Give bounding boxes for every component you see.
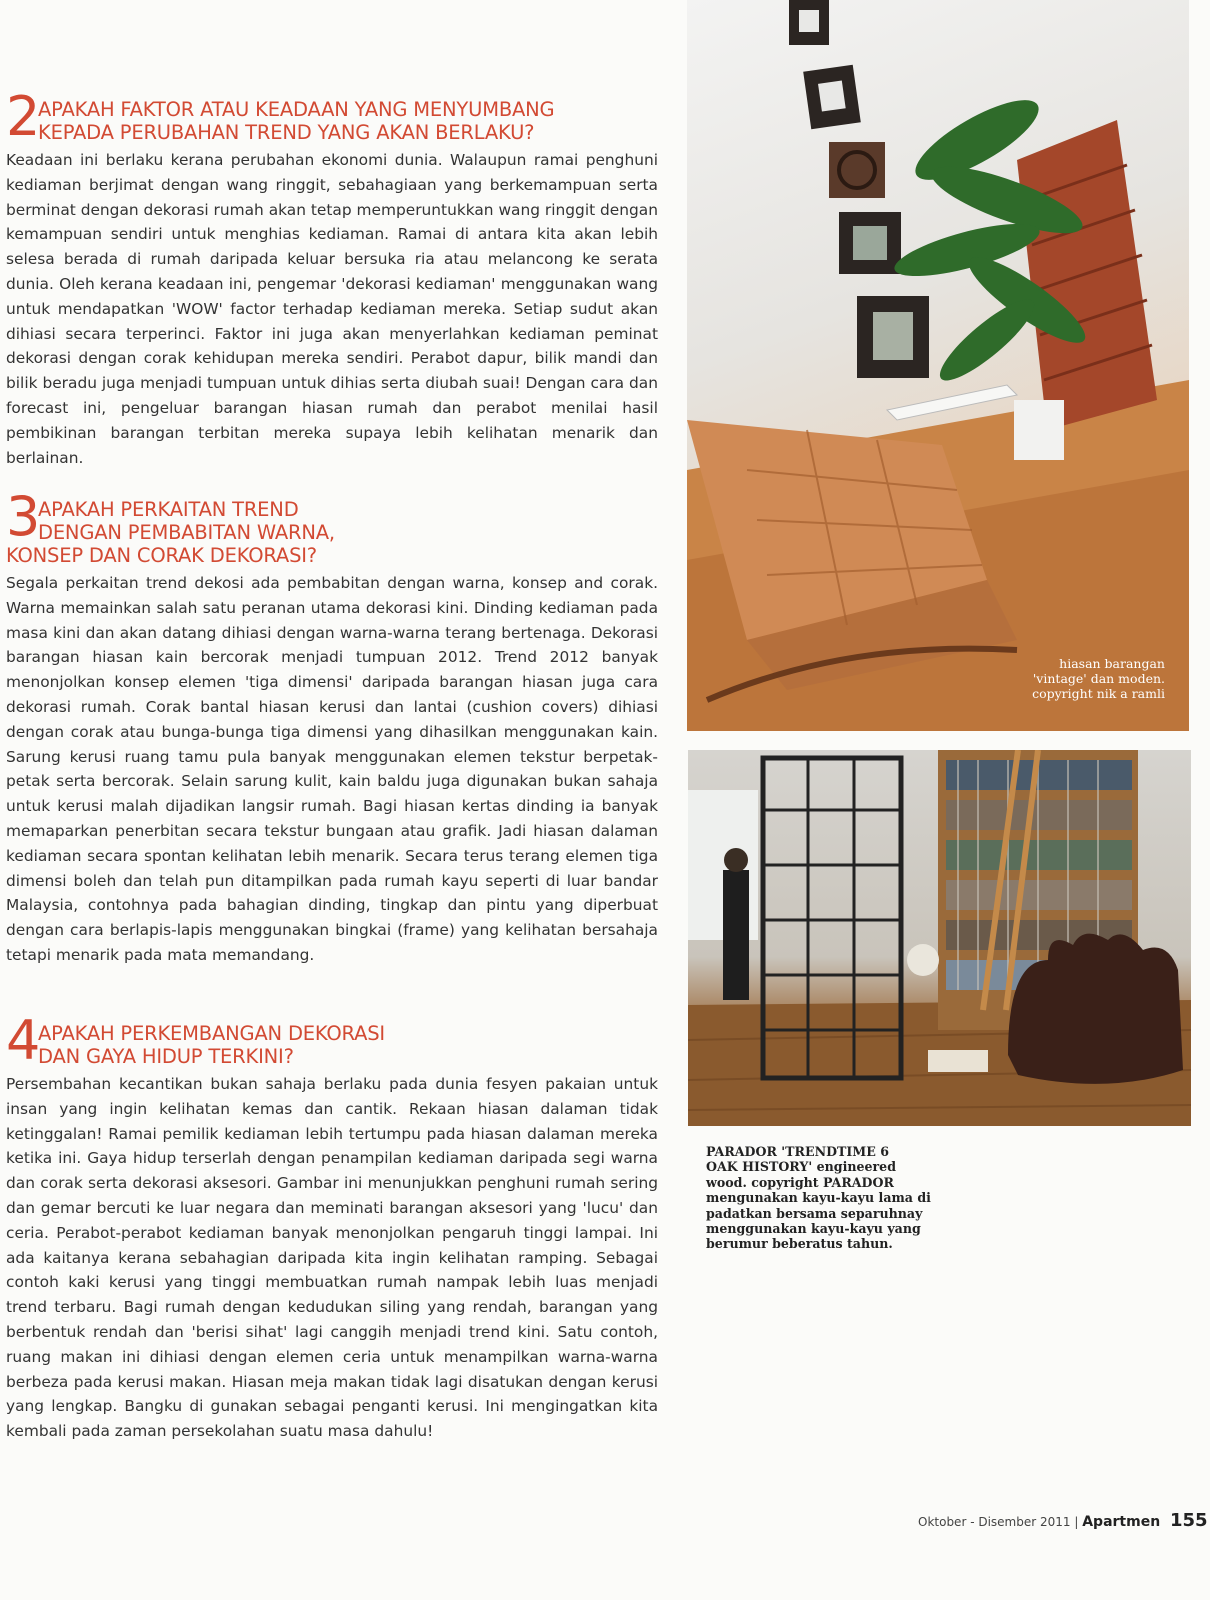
caption-line: hiasan barangan [1059, 656, 1165, 671]
section-2-body: Keadaan ini berlaku kerana perubahan ekonomi dunia. Walaupun ramai penghuni kediaman berjimat dengan wang ringgit, sebahagiaan yang berkemampuan serta berminat dengan dekorasi rumah akan tetap memperuntukkan wang ringgit dengan kemampuan sendiri untuk menghias kediaman. Ramai di antara kita akan lebih selesa berada di rumah daripada keluar bersuka ria atau melancong ke serata dunia. Oleh kerana keadaan ini, pengemar 'dekorasi kediaman' menggunakan wang untuk mendapatkan 'WOW' factor terhadap kediaman mereka. Setiap sudut akan dihiasi secara terperinci. Faktor ini juga akan menyerlahkan kediaman peminat dekorasi dengan corak kehidupan mereka sendiri. Perabot dapur, bilik mandi dan bilik beradu juga menjadi tumpuan untuk dihias serta diubah suai! Dengan cara dan forecast ini, pengeluar barangan hiasan rumah dan perabot menilai hasil pembikinan barangan terbitan mereka supaya lebih kelihatan menarik dan berlainan. [6, 151, 658, 467]
heading-line: KEPADA PERUBAHAN TREND YANG AKAN BERLAKU? [38, 121, 535, 144]
section-3-body: Segala perkaitan trend dekosi ada pembabitan dengan warna, konsep and corak. Warna memainkan salah satu peranan utama dekorasi kini. Dinding kediaman pada masa kini dan akan datang dihiasi dengan warna-warna terang bertenaga. Dekorasi barangan hiasan kain bercorak menjadi tumpuan 2012. Trend 2012 banyak menonjolkan konsep elemen 'tiga dimensi' daripada barangan hiasan juga cara dekorasi rumah. Corak bantal hiasan kerusi dan lantai (cushion covers) dihiasi dengan corak atau bunga-bunga tiga dimensi yang dihasilkan menggunakan kain. Sarung kerusi ruang tamu pula banyak menggunakan elemen tekstur berpetak-petak serta bercorak. Selain sarung kulit, kain baldu juga digunakan bukan sahaja untuk kerusi malah dijadikan langsir rumah. Bagi hiasan kertas dinding ia banyak memaparkan penerbitan secara tekstur bungaan atau grafik. Jadi hiasan dalaman kediaman secara spontan kelihatan lebih menarik. Secara terus terang elemen tiga dimensi boleh dan telah pun ditampilkan pada rumah kayu seperti di luar bandar Malaysia, contohnya pada bahagian dinding, tingkap dan pintu yang diperbuat dengan cara berlapis-lapis menggunakan bingkai (frame) yang kelihatan bersahaja tetapi menarik pada mata memandang. [6, 574, 658, 964]
caption-line: mengunakan kayu-kayu lama di [706, 1190, 931, 1206]
caption-line: copyright nik a ramli [1032, 686, 1165, 701]
magazine-brand: Apartmen [1082, 1514, 1161, 1530]
section-3 [6, 485, 658, 968]
caption-line: wood. copyright PARADOR [706, 1174, 894, 1190]
photo1-caption [1032, 656, 1165, 701]
chair-room-illustration [687, 0, 1189, 731]
caption-line: OAK HISTORY' engineered [706, 1159, 897, 1175]
section-4 [6, 1009, 658, 1444]
issue-date: Oktober - Disember 2011 | [918, 1515, 1079, 1529]
page-footer [918, 1510, 1208, 1531]
caption-line: berumur beberatus tahun. [706, 1236, 893, 1252]
section-2 [6, 85, 658, 470]
heading-line: KONSEP DAN CORAK DEKORASI? [6, 544, 317, 567]
section-number: 3 [6, 485, 41, 548]
section-3-heading [6, 485, 658, 567]
heading-line: DENGAN PEMBABITAN WARNA, [38, 521, 335, 544]
section-2-heading [6, 85, 658, 148]
page-number: 155 [1170, 1510, 1208, 1531]
section-number: 4 [6, 1009, 41, 1072]
caption-line: padatkan bersama separuhnay [706, 1205, 923, 1221]
library-illustration [688, 750, 1191, 1126]
section-4-body: Persembahan kecantikan bukan sahaja berlaku pada dunia fesyen pakaian untuk insan yang ingin kelihatan kemas dan cantik. Rekaan hiasan dalaman tidak ketinggalan! Ramai pemilik kediaman lebih tertumpu pada hiasan dalaman mereka ketika ini. Gaya hidup terserlah dengan penampilan kediaman daripada segi warna dan corak serta dekorasi aksesori. Gambar ini menunjukkan penghuni rumah sering dan gemar bercuti ke luar negara dan meminati barangan aksesori yang 'lucu' dan ceria. Perabot-perabot kediaman banyak menonjolkan pengaruh tinggi lampai. Ini ada kaitanya kerana sebahagian daripada kita ingin kelihatan ramping. Sebagai contoh kaki kerusi yang tinggi membuatkan rumah nampak lebih luas menjadi trend terbaru. Bagi rumah dengan kedudukan siling yang rendah, barangan yang berbentuk rendah dan 'berisi sihat' lagi canggih menjadi trend kini. Satu contoh, ruang makan ini dihiasi dengan elemen ceria untuk menampilkan warna-warna berbeza pada kerusi makan. Hiasan meja makan tidak lagi disatukan dengan kerusi yang lengkap. Bangku di gunakan sebagai penganti kerusi. Ini mengingatkan kita kembali pada zaman persekolahan suatu masa dahulu! [6, 1075, 658, 1441]
heading-line: APAKAH PERKEMBANGAN DEKORASI [38, 1022, 385, 1045]
caption-line: menggunakan kayu-kayu yang [706, 1221, 921, 1237]
heading-line: APAKAH FAKTOR ATAU KEADAAN YANG MENYUMBANG [38, 98, 555, 121]
section-number: 2 [6, 85, 41, 148]
interior-photo-chair [687, 0, 1189, 731]
heading-line: APAKAH PERKAITAN TREND [38, 498, 299, 521]
interior-photo-library [688, 750, 1191, 1126]
heading-line: DAN GAYA HIDUP TERKINI? [38, 1045, 294, 1068]
section-4-heading [6, 1009, 658, 1072]
photo2-caption [706, 1144, 966, 1252]
caption-line: PARADOR 'TRENDTIME 6 [706, 1144, 889, 1159]
caption-line: 'vintage' dan moden. [1032, 671, 1165, 686]
